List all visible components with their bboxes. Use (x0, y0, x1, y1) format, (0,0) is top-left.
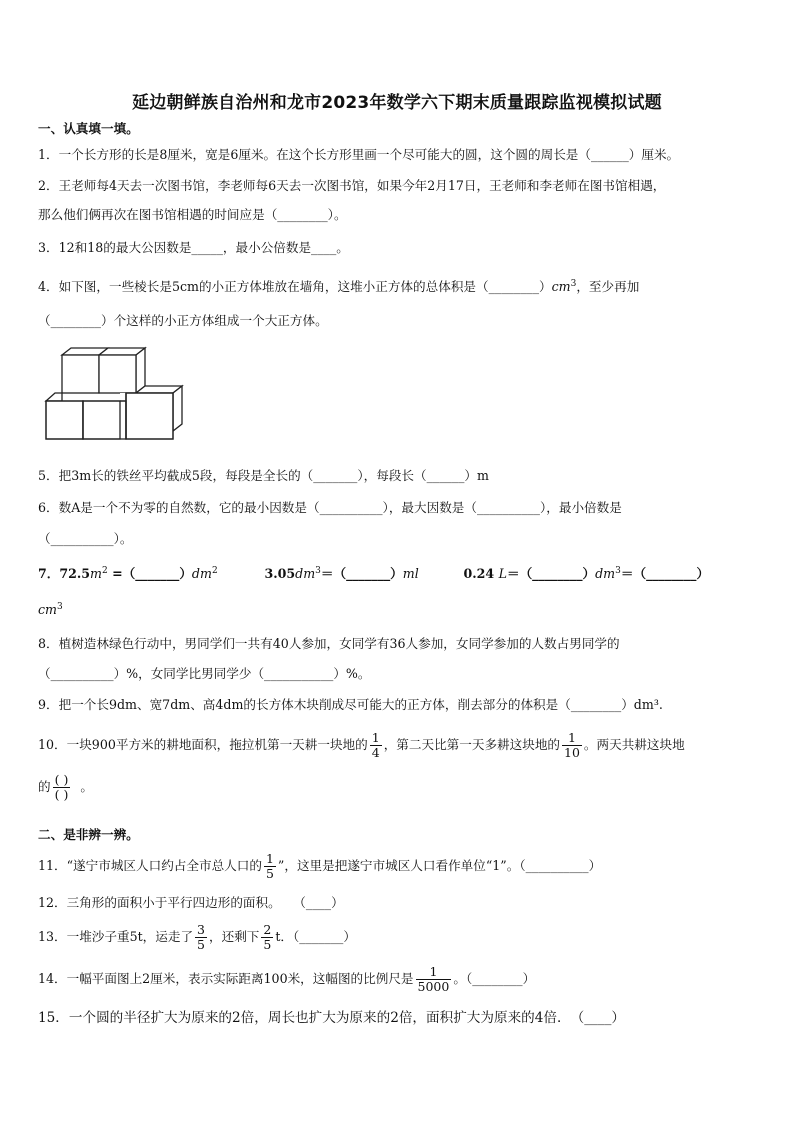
question-14: 14．一幅平面图上2厘米，表示实际距离100米，这幅图的比例尺是 $\frac{1}{5000}$ 。（________） (38, 964, 536, 994)
question-2-line-1: 2．王老师每4天去一次图书馆，李老师每6天去一次图书馆，如果今年2月17日，王老师和李老师在图书馆相遇， (38, 178, 666, 193)
fraction-1-4: $\frac{1}{4}$ (371, 730, 380, 760)
question-11: 11．“遂宁市城区人口约占全市总人口的 $\frac{1}{5}$ ”，这里是把遂宁市城区人口看作单位“1”。（__________） (38, 851, 602, 881)
question-13: 13．一堆沙子重5t，运走了 $\frac{3}{5}$ ，还剩下 $\frac{2}{5}$ t．（_______） (38, 922, 356, 952)
question-4-line-2: （________）个这样的小正方体组成一个大正方体。 (38, 313, 328, 328)
question-9: 9．把一个长9dm、宽7dm、高4dm的长方体木块削成尽可能大的正方体，削去部分的体积是（________）dm³. (38, 697, 663, 712)
fraction-blank: $\frac{( )}{( )}$ (54, 772, 69, 802)
fraction-1-10: $\frac{1}{10}$ (564, 730, 580, 760)
fraction-1-5000: $\frac{1}{5000}$ (417, 964, 450, 994)
question-1: 1．一个长方形的长是8厘米，宽是6厘米。在这个长方形里画一个尽可能大的圆，这个圆的周长是（______）厘米。 (38, 147, 680, 162)
question-2-line-2: 那么他们俩再次在图书馆相遇的时间应是（________）。 (38, 207, 347, 222)
question-3: 3．12和18的最大公因数是_____，最小公倍数是____。 (38, 240, 349, 255)
cube-stack-figure (44, 346, 186, 448)
section-heading-2: 二、是非辨一辨。 (38, 827, 139, 842)
question-15: 15．一个圆的半径扩大为原来的2倍，周长也扩大为原来的2倍，面积扩大为原来的4倍． （____） (38, 1010, 625, 1026)
question-4-line-1: 4．如下图，一些棱长是5cm的小正方体堆放在墙角，这堆小正方体的总体积是$(\_\_\_\_\_\_\_\_)cm^3$，至少再加 (38, 279, 640, 295)
question-10-line-1: 10．一块900平方米的耕地面积，拖拉机第一天耕一块地的 $\frac{1}{4}$ ，第二天比第一天多耕这块地的 $\frac{1}{10}$ 。两天共耕这块地 (38, 730, 685, 760)
question-8-line-2: （__________）%，女同学比男同学少（___________）%。 (38, 666, 371, 681)
fraction-1-5: $\frac{1}{5}$ (265, 851, 274, 881)
fraction-2-5: $\frac{2}{5}$ (263, 922, 272, 952)
question-8-line-1: 8．植树造林绿色行动中，男同学们一共有40人参加，女同学有36人参加，女同学参加的人数占男同学的 (38, 636, 620, 651)
section-heading-1: 一、认真填一填。 (38, 121, 139, 136)
question-7-continued: $cm^3$ (38, 602, 63, 618)
question-5: 5．把3m长的铁丝平均截成5段，每段是全长的（_______），每段长（______）m (38, 468, 489, 483)
question-10-line-2: 的 $\frac{( )}{( )}$ 。 (38, 772, 93, 802)
page-title: 延边朝鲜族自治州和龙市2023年数学六下期末质量跟踪监视模拟试题 (132, 93, 662, 113)
question-6-line-2: （__________）。 (38, 531, 133, 546)
question-7: 7．$72.5m^2$ $=(\_\_\_\_\_\_\_)dm^2$ $3.05dm^3=(\_\_\_\_\_\_\_)ml$ 0.24 $L=(\_\_\_\_\_\_\_\_)dm^3=(\_\_\_\_\_\_\_\_)$ (38, 566, 710, 582)
question-6-line-1: 6．数A是一个不为零的自然数，它的最小因数是（__________），最大因数是（__________），最小倍数是 (38, 500, 622, 515)
fraction-3-5: $\frac{3}{5}$ (197, 922, 205, 952)
question-12: 12．三角形的面积小于平行四边形的面积。 （____） (38, 895, 344, 910)
